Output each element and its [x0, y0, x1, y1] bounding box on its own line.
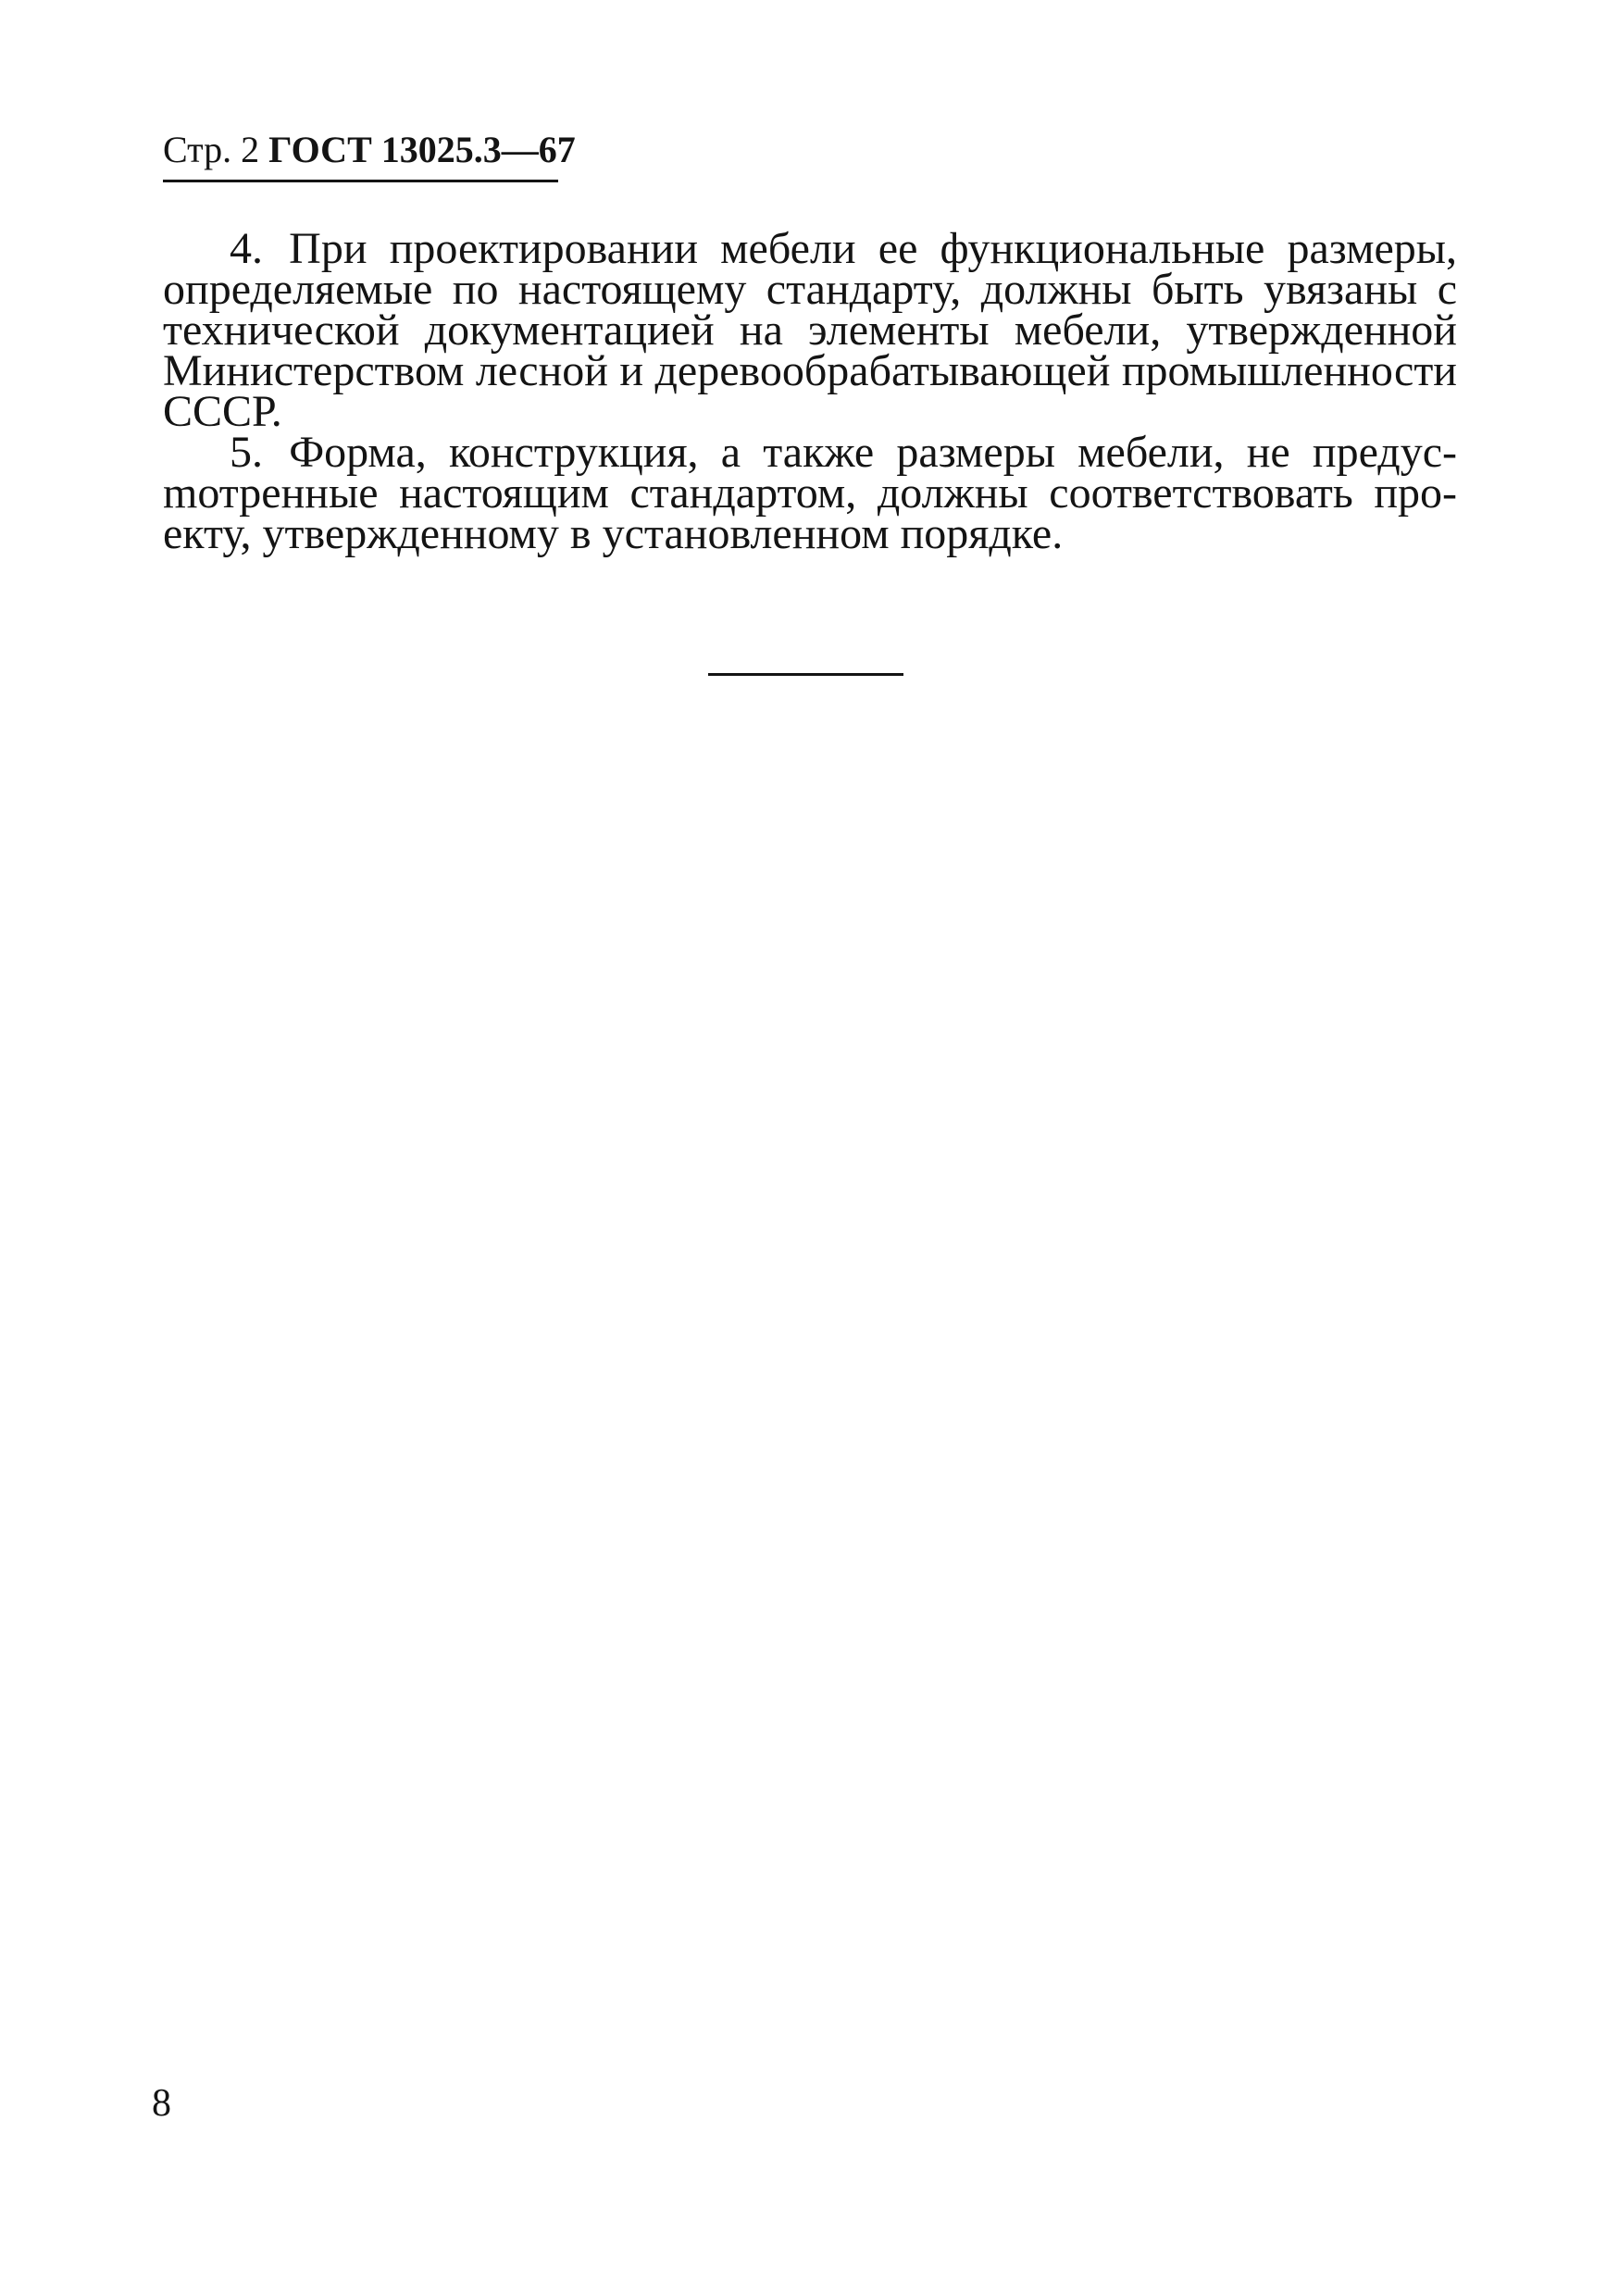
document-code: ГОСТ 13025.3—67 — [268, 129, 576, 170]
page-reference: Стр. 2 — [163, 129, 260, 170]
clause-number: 4. — [230, 224, 263, 273]
clause-number: 5. — [230, 428, 263, 477]
page-number: 8 — [152, 2082, 171, 2125]
running-header — [163, 128, 576, 172]
clause-5 — [163, 428, 1458, 558]
clause-4 — [163, 224, 1457, 436]
header-underline — [163, 180, 558, 182]
clause-text: При проектировании мебели ее функциональные размеры, определяемые по настоящему стандарту, должны быть увязаны с технической документацией на элементы мебели, утвержденной Министерством лесной и деревообрабатывающей промышленности СССР. — [163, 224, 1457, 436]
document-body — [163, 224, 1458, 558]
clause-text: Форма, конструкция, а также размеры мебели, не предусmотренные настоящим стандартом, должны соответствовать проекту, утвержденному в установленном порядке. — [163, 428, 1458, 558]
end-of-text-rule — [708, 673, 903, 676]
